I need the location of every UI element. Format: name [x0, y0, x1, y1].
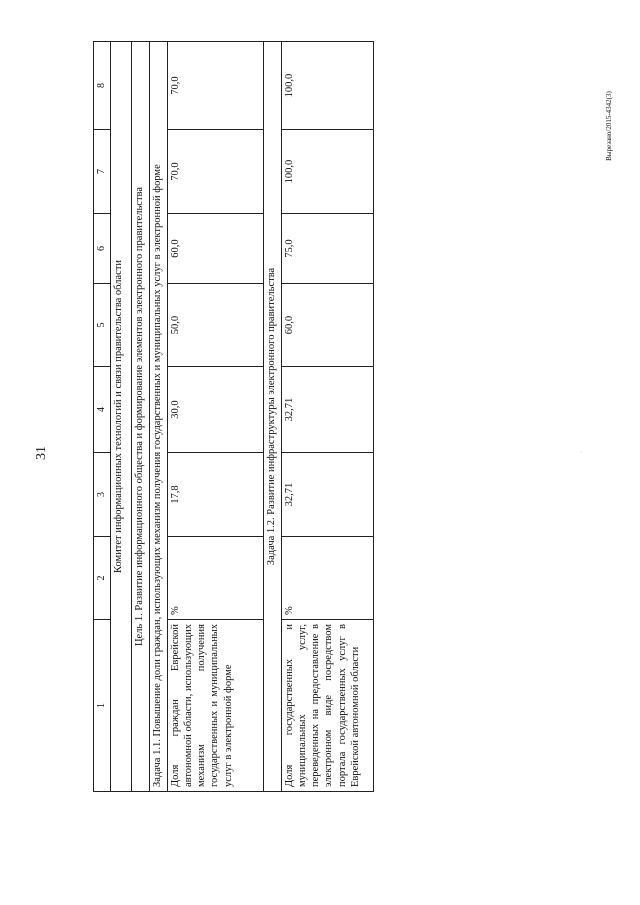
indicators-table: [93, 41, 374, 792]
task-1-2-heading: Задача 1.2. Развитие инфраструктуры электронного правительства: [264, 42, 282, 792]
value-cell: 100,0: [282, 130, 374, 214]
table-container: [93, 42, 361, 792]
task-row: [150, 42, 168, 792]
value-cell: 30,0: [168, 367, 264, 453]
column-number: 8: [94, 42, 111, 130]
value-cell: 17,8: [168, 453, 264, 537]
footer-code: Вырезано/2015-4342(3): [605, 91, 613, 161]
column-number-row: [94, 42, 111, 792]
value-cell: 75,0: [282, 214, 374, 284]
committee-row: [111, 42, 132, 792]
value-cell: 32,71: [282, 453, 374, 537]
value-cell: 70,0: [168, 130, 264, 214]
column-number: 4: [94, 367, 111, 453]
unit-cell: %: [282, 537, 374, 620]
value-cell: 60,0: [168, 214, 264, 284]
page-number: 31: [34, 446, 49, 460]
column-number: 7: [94, 130, 111, 214]
task-row: [264, 42, 282, 792]
unit-cell: %: [168, 537, 264, 620]
table-row: [168, 42, 264, 792]
indicator-name: Доля граждан Еврейской автономной области, использующих механизм получения государственных и муниципальных услуг в электронной форме: [168, 620, 264, 792]
column-number: 3: [94, 453, 111, 537]
goal-heading: Цель 1. Развитие информационного общества и формирование элементов электронного правительства: [132, 42, 150, 792]
value-cell: 100,0: [282, 42, 374, 130]
goal-row: [132, 42, 150, 792]
column-number: 5: [94, 284, 111, 367]
task-1-1-heading: Задача 1.1. Повышение доли граждан, использующих механизм получения государственных и муниципальных услуг в электронной форме: [150, 42, 168, 792]
value-cell: 70,0: [168, 42, 264, 130]
value-cell: 60,0: [282, 284, 374, 367]
scan-mark: ·: [578, 450, 586, 454]
value-cell: 50,0: [168, 284, 264, 367]
table-row: [282, 42, 374, 792]
column-number: 6: [94, 214, 111, 284]
value-cell: 32,71: [282, 367, 374, 453]
indicator-name: Доля государственных и муниципальных услуг, переведенных на предоставление в электронном виде посредством портала государственных услуг в Еврейской автономной области: [282, 620, 374, 792]
column-number: 1: [94, 620, 111, 792]
committee-heading: Комитет информационных технологий и связи правительства области: [111, 42, 132, 792]
column-number: 2: [94, 537, 111, 620]
